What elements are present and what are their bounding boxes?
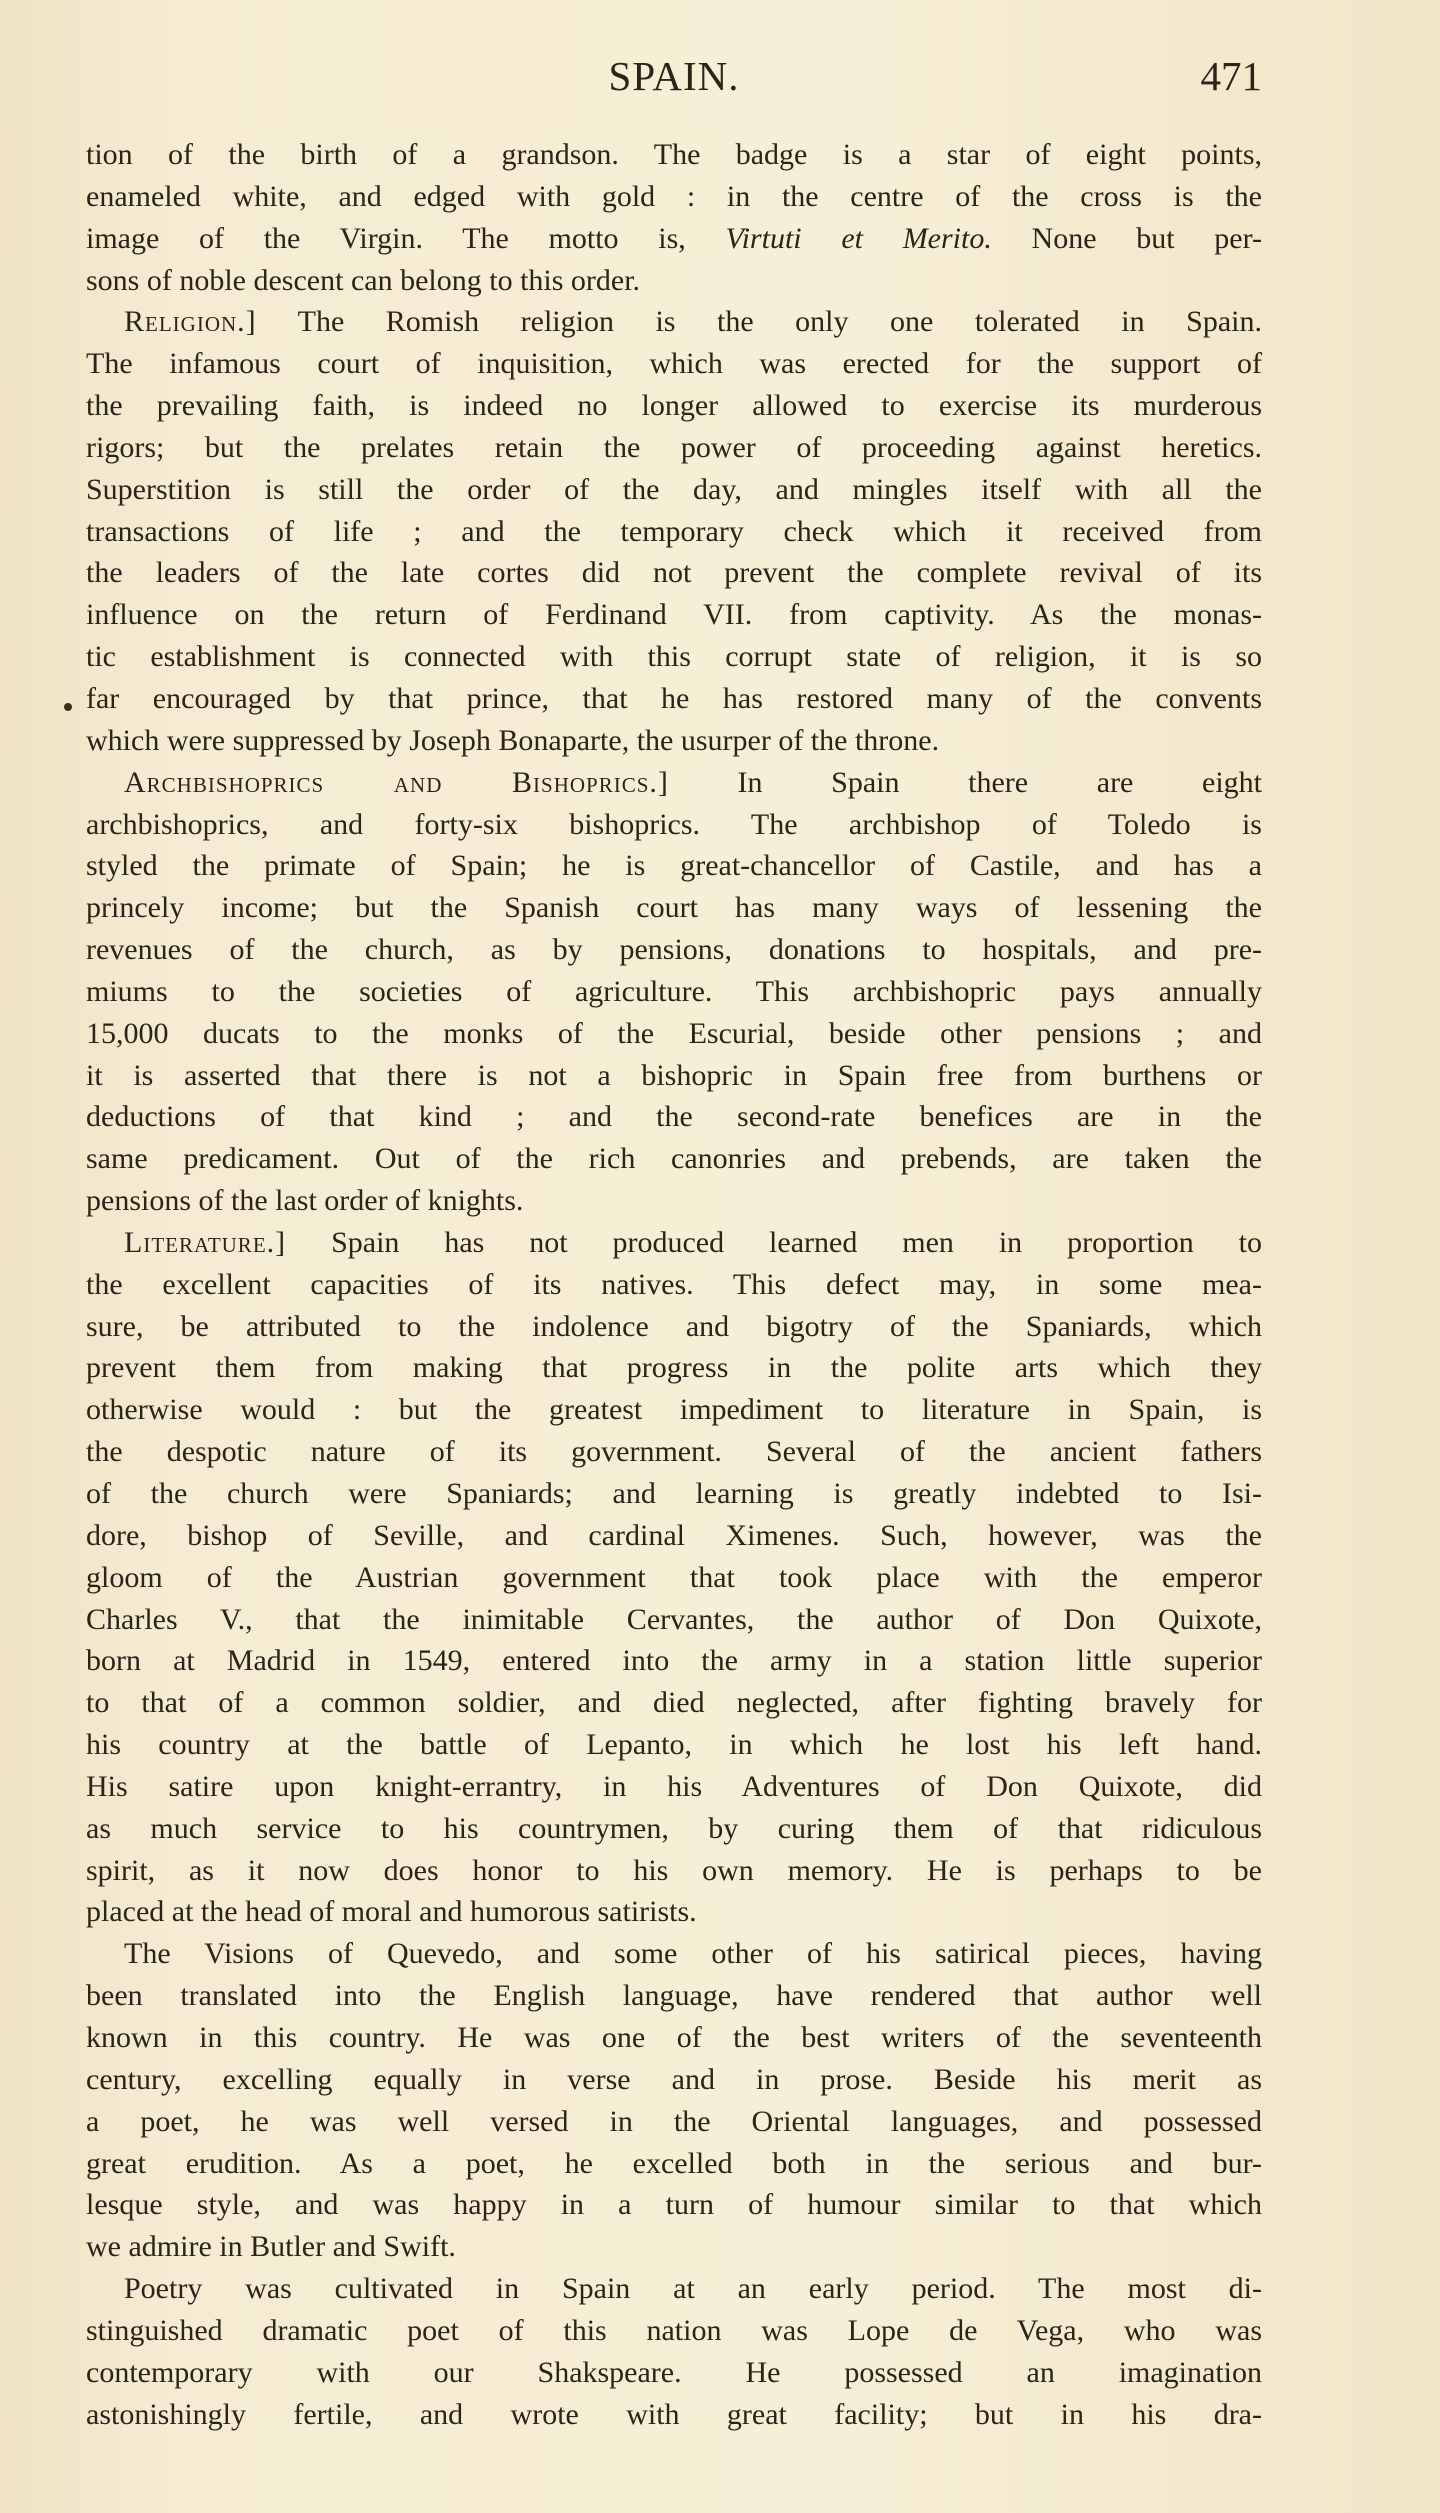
text-line bbox=[86, 1138, 1262, 1180]
text-segment: great erudition. As a poet, he excelled both in the serious and bur- bbox=[86, 2146, 1262, 2180]
text-segment: archbishoprics, and forty-six bishoprics. The archbishop of Toledo is bbox=[86, 807, 1262, 841]
text-segment: miums to the societies of agriculture. This archbishopric pays annually bbox=[86, 974, 1262, 1008]
text-line bbox=[86, 1180, 1262, 1222]
text-segment: otherwise would : but the greatest impediment to literature in Spain, is bbox=[86, 1393, 1262, 1427]
text-line bbox=[86, 720, 1262, 762]
text-line bbox=[86, 2143, 1262, 2185]
text-segment: stinguished dramatic poet of this nation was Lope de Vega, who was bbox=[86, 2313, 1262, 2347]
text-line bbox=[86, 1515, 1262, 1557]
text-segment: born at Madrid in 1549, entered into the army in a station little superior bbox=[86, 1644, 1262, 1678]
text-segment: The Visions of Quevedo, and some other of his satirical pieces, having bbox=[124, 1937, 1262, 1971]
text-segment: The Romish religion is the only one tolerated in Spain. bbox=[256, 305, 1262, 339]
text-segment: lesque style, and was happy in a turn of humour similar to that which bbox=[86, 2188, 1262, 2222]
text-line bbox=[86, 845, 1262, 887]
text-line bbox=[86, 301, 1262, 343]
text-line bbox=[86, 1473, 1262, 1515]
text-line bbox=[86, 1599, 1262, 1641]
text-segment: his country at the battle of Lepanto, in which he lost his left hand. bbox=[86, 1728, 1262, 1762]
text-segment: tic establishment is connected with this corrupt state of religion, it is so bbox=[86, 640, 1262, 674]
text-line bbox=[86, 1850, 1262, 1892]
text-segment: it is asserted that there is not a bishopric in Spain free from burthens or bbox=[86, 1058, 1262, 1092]
text-segment: gloom of the Austrian government that took place with the emperor bbox=[86, 1560, 1262, 1594]
text-segment: far encouraged by that prince, that he has restored many of the convents bbox=[86, 681, 1262, 715]
text-line bbox=[86, 1222, 1262, 1264]
text-line bbox=[86, 2352, 1262, 2394]
text-segment: spirit, as it now does honor to his own memory. He is perhaps to be bbox=[86, 1853, 1262, 1887]
text-segment: Superstition is still the order of the day, and mingles itself with all the bbox=[86, 472, 1262, 506]
text-line bbox=[86, 594, 1262, 636]
text-segment: prevent them from making that progress in the polite arts which they bbox=[86, 1351, 1262, 1385]
text-segment: enameled white, and edged with gold : in the centre of the cross is the bbox=[86, 179, 1262, 213]
text-line bbox=[86, 1682, 1262, 1724]
text-segment: styled the primate of Spain; he is great-chancellor of Castile, and has a bbox=[86, 849, 1262, 883]
text-line bbox=[86, 1055, 1262, 1097]
running-head bbox=[86, 52, 1262, 112]
text-line bbox=[86, 1933, 1262, 1975]
text-segment: we admire in Butler and Swift. bbox=[86, 2230, 456, 2264]
text-segment: of the church were Spaniards; and learning is greatly indebted to Isi- bbox=[86, 1477, 1262, 1510]
text-line bbox=[86, 1389, 1262, 1431]
text-line bbox=[86, 134, 1262, 176]
text-line bbox=[86, 887, 1262, 929]
body-text bbox=[86, 134, 1262, 2435]
text-line bbox=[86, 1640, 1262, 1682]
text-segment: tion of the birth of a grandson. The badge is a star of eight points, bbox=[86, 138, 1262, 171]
text-segment: the excellent capacities of its natives. This defect may, in some mea- bbox=[86, 1267, 1262, 1301]
text-line bbox=[86, 1975, 1262, 2017]
text-line bbox=[86, 1766, 1262, 1808]
text-segment: century, excelling equally in verse and in prose. Beside his merit as bbox=[86, 2062, 1262, 2096]
text-segment: revenues of the church, as by pensions, donations to hospitals, and pre- bbox=[86, 933, 1262, 967]
text-line bbox=[86, 385, 1262, 427]
text-segment: as much service to his countrymen, by curing them of that ridiculous bbox=[86, 1811, 1262, 1845]
text-line bbox=[86, 469, 1262, 511]
text-segment: deductions of that kind ; and the second-rate benefices are in the bbox=[86, 1100, 1262, 1134]
text-segment: transactions of life ; and the temporary check which it received from bbox=[86, 514, 1262, 548]
text-segment: None but per- bbox=[991, 221, 1262, 255]
section-heading: Religion.] bbox=[124, 305, 257, 339]
text-segment: image of the Virgin. The motto is, bbox=[86, 221, 726, 255]
text-line bbox=[86, 1724, 1262, 1766]
text-segment: been translated into the English language, have rendered that author well bbox=[86, 1979, 1262, 2013]
text-segment: the prevailing faith, is indeed no longer allowed to exercise its murderous bbox=[86, 389, 1262, 423]
text-segment: influence on the return of Ferdinand VII. from captivity. As the monas- bbox=[86, 598, 1262, 632]
section-heading: Archbishoprics and Bishoprics.] bbox=[124, 765, 669, 799]
text-line bbox=[86, 1096, 1262, 1138]
text-line bbox=[86, 762, 1262, 804]
motto-italic: Virtuti et Merito. bbox=[725, 221, 992, 255]
text-segment: pensions of the last order of knights. bbox=[86, 1184, 524, 1218]
section-heading: Literature.] bbox=[124, 1225, 287, 1259]
text-segment: same predicament. Out of the rich canonries and prebends, are taken the bbox=[86, 1142, 1262, 1176]
text-segment: sons of noble descent can belong to this order. bbox=[86, 263, 641, 297]
text-line bbox=[86, 1264, 1262, 1306]
text-segment: astonishingly fertile, and wrote with great facility; but in his dra- bbox=[86, 2397, 1262, 2431]
text-line bbox=[86, 176, 1262, 218]
text-line bbox=[86, 552, 1262, 594]
text-segment: contemporary with our Shakspeare. He possessed an imagination bbox=[86, 2355, 1262, 2389]
text-segment: Spain has not produced learned men in proportion to bbox=[286, 1225, 1262, 1259]
text-segment: placed at the head of moral and humorous satirists. bbox=[86, 1895, 697, 1929]
text-line bbox=[86, 343, 1262, 385]
text-segment: In Spain there are eight bbox=[668, 765, 1263, 799]
text-line bbox=[86, 218, 1262, 260]
text-segment: dore, bishop of Seville, and cardinal Ximenes. Such, however, was the bbox=[86, 1518, 1262, 1552]
text-segment: sure, be attributed to the indolence and bigotry of the Spaniards, which bbox=[86, 1309, 1262, 1343]
text-line bbox=[86, 1306, 1262, 1348]
text-line bbox=[86, 2101, 1262, 2143]
text-line bbox=[86, 1808, 1262, 1850]
text-segment: Poetry was cultivated in Spain at an early period. The most di- bbox=[124, 2272, 1262, 2306]
text-segment: 15,000 ducats to the monks of the Escurial, beside other pensions ; and bbox=[86, 1016, 1262, 1050]
running-title: SPAIN. bbox=[608, 53, 740, 99]
text-segment: princely income; but the Spanish court has many ways of lessening the bbox=[86, 891, 1262, 925]
text-line bbox=[86, 678, 1262, 720]
text-segment: the leaders of the late cortes did not prevent the complete revival of its bbox=[86, 556, 1262, 590]
text-segment: known in this country. He was one of the best writers of the seventeenth bbox=[86, 2020, 1262, 2054]
text-line bbox=[86, 804, 1262, 846]
text-segment: rigors; but the prelates retain the power of proceeding against heretics. bbox=[86, 430, 1262, 464]
text-segment: The infamous court of inquisition, which was erected for the support of bbox=[86, 347, 1262, 381]
text-line bbox=[86, 636, 1262, 678]
text-line bbox=[86, 511, 1262, 553]
text-segment: to that of a common soldier, and died neglected, after fighting bravely for bbox=[86, 1686, 1262, 1720]
text-line bbox=[86, 2310, 1262, 2352]
text-line bbox=[86, 2059, 1262, 2101]
text-line bbox=[86, 427, 1262, 469]
text-line bbox=[86, 1891, 1262, 1933]
text-line bbox=[86, 929, 1262, 971]
text-line bbox=[86, 2184, 1262, 2226]
text-line bbox=[86, 1431, 1262, 1473]
text-line bbox=[86, 2268, 1262, 2310]
text-segment: a poet, he was well versed in the Oriental languages, and possessed bbox=[86, 2104, 1262, 2138]
text-segment: Charles V., that the inimitable Cervantes, the author of Don Quixote, bbox=[86, 1602, 1262, 1636]
text-line bbox=[86, 2017, 1262, 2059]
text-line bbox=[86, 1347, 1262, 1389]
text-line bbox=[86, 1557, 1262, 1599]
margin-mark bbox=[64, 703, 72, 711]
text-line bbox=[86, 2226, 1262, 2268]
text-segment: which were suppressed by Joseph Bonaparte, the usurper of the throne. bbox=[86, 723, 940, 757]
text-line bbox=[86, 2394, 1262, 2436]
text-segment: the despotic nature of its government. Several of the ancient fathers bbox=[86, 1435, 1262, 1469]
text-line bbox=[86, 971, 1262, 1013]
text-line bbox=[86, 1013, 1262, 1055]
page-number: 471 bbox=[1200, 53, 1262, 99]
text-line bbox=[86, 260, 1262, 302]
text-segment: His satire upon knight-errantry, in his Adventures of Don Quixote, did bbox=[86, 1769, 1262, 1803]
